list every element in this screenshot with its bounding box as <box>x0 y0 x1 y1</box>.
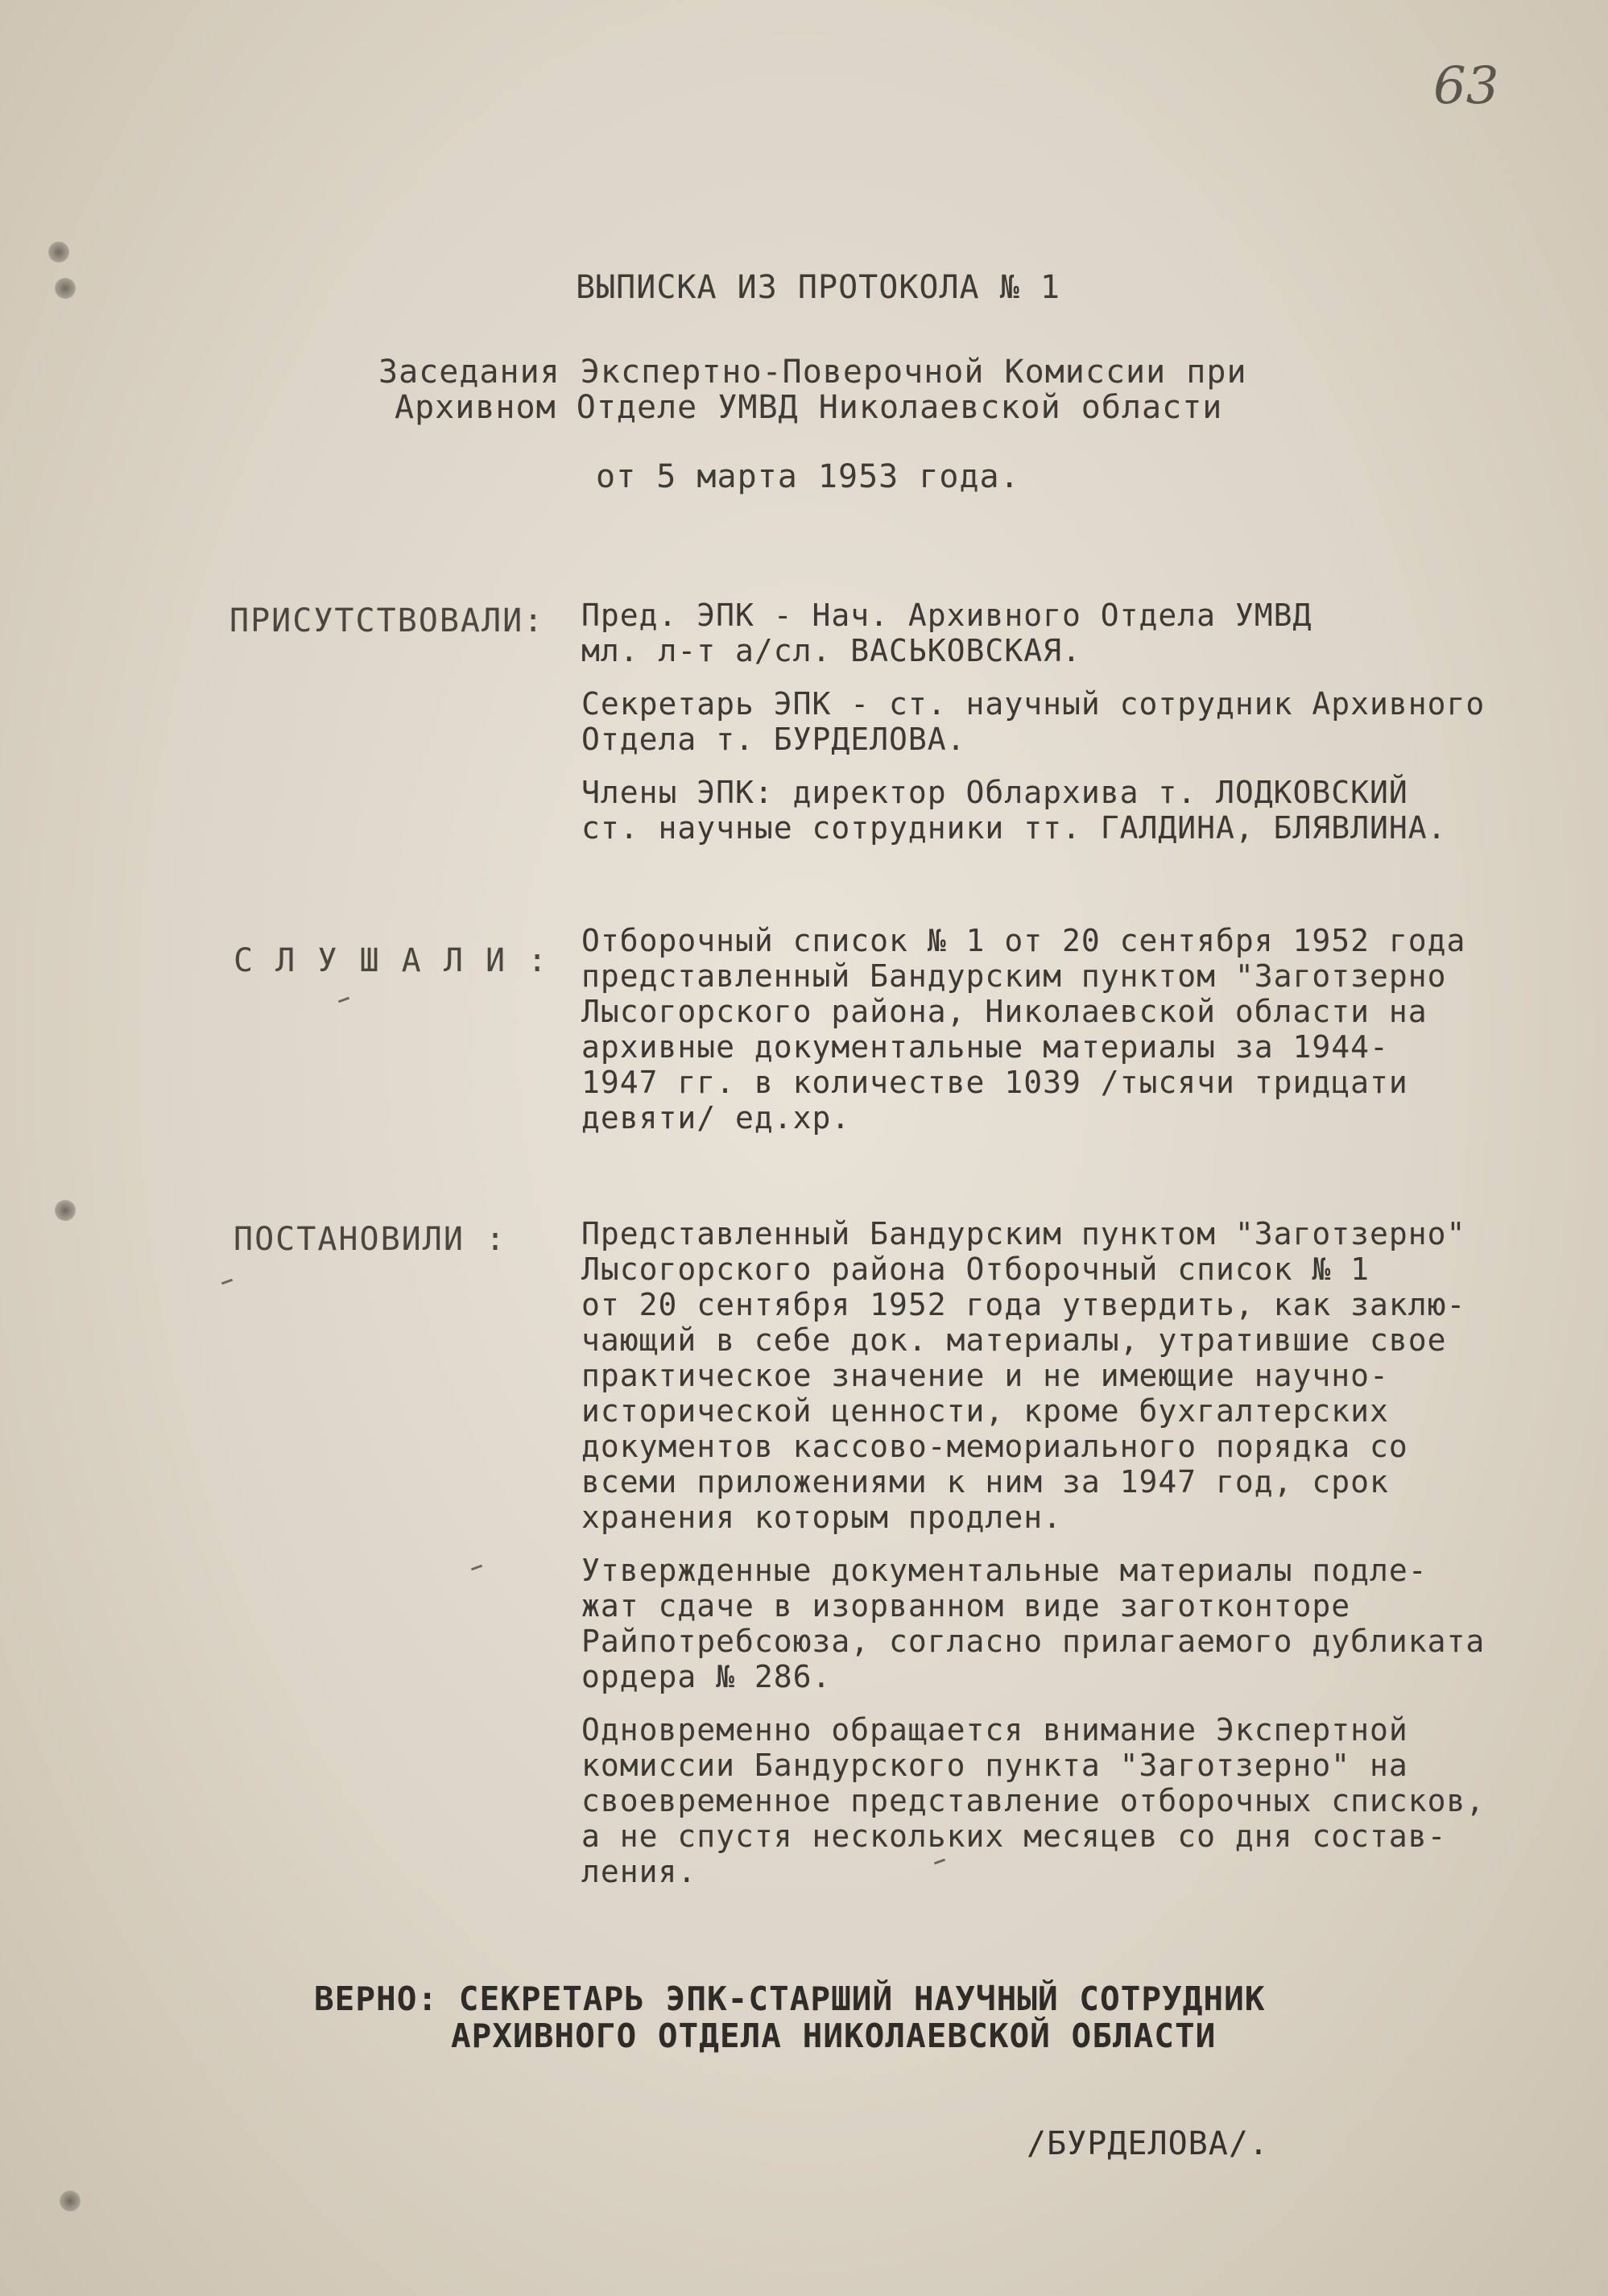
present-line: ст. научные сотрудники тт. ГАЛДИНА, БЛЯВЛИНА. <box>581 810 1447 846</box>
resolved-line: а не спустя нескольких месяцев со дня состав- <box>581 1818 1447 1854</box>
present-line: мл. л-т а/сл. ВАСЬКОВСКАЯ. <box>581 633 1081 668</box>
margin-tick <box>221 1279 233 1285</box>
present-line: Отдела т. БУРДЕЛОВА. <box>581 722 966 757</box>
heard-line: Отборочный список № 1 от 20 сентября 1952 года <box>581 923 1466 958</box>
punch-hole <box>55 278 76 299</box>
resolved-line: хранения которым продлен. <box>581 1500 1062 1535</box>
margin-tick <box>338 997 349 1003</box>
resolved-line: документов кассово-мемориального порядка со <box>581 1429 1408 1464</box>
heard-line: 1947 гг. в количестве 1039 /тысячи тридцати <box>581 1065 1408 1100</box>
certification-line-2: АРХИВНОГО ОТДЕЛА НИКОЛАЕВСКОЙ ОБЛАСТИ <box>451 2017 1217 2055</box>
present-line: Секретарь ЭПК - ст. научный сотрудник Архивного <box>581 686 1486 722</box>
resolved-line: Лысогорского района Отборочный список № 1 <box>581 1251 1370 1287</box>
resolved-line: Представленный Бандурским пунктом "Заготзерно" <box>581 1216 1466 1251</box>
subtitle-line-1: Заседания Экспертно-Поверочной Комиссии при <box>378 354 1247 391</box>
resolved-line: исторической ценности, кроме бухгалтерских <box>581 1393 1389 1429</box>
heard-section <box>581 923 1596 1136</box>
resolved-line: Утвержденные документальные материалы подле- <box>581 1553 1428 1588</box>
resolved-line: жат сдаче в изорванном виде заготконторе <box>581 1588 1351 1624</box>
resolved-line: всеми приложениями к ним за 1947 год, срок <box>581 1464 1389 1500</box>
resolved-line: комиссии Бандурского пункта "Заготзерно" на <box>581 1748 1408 1783</box>
present-line: Пред. ЭПК - Нач. Архивного Отдела УМВД <box>581 598 1312 633</box>
subtitle-line-2: Архивном Отделе УМВД Николаевской области <box>395 389 1223 426</box>
resolved-line: Райпотребсоюза, согласно прилагаемого дубликата <box>581 1624 1486 1659</box>
resolved-line: практическое значение и не имеющие научно- <box>581 1358 1389 1393</box>
heard-line: девяти/ ед.хр. <box>581 1100 851 1136</box>
heard-line: Лысогорского района, Николаевской области на <box>581 994 1428 1029</box>
present-label: ПРИСУТСТВОВАЛИ: <box>229 602 545 639</box>
resolved-line: своевременное представление отборочных списков, <box>581 1783 1486 1818</box>
heard-label: С Л У Ш А Л И : <box>234 942 549 979</box>
folio-number: 63 <box>1433 56 1499 116</box>
resolved-section <box>581 1216 1596 1889</box>
heard-line: представленный Бандурским пунктом "Заготзерно <box>581 958 1447 994</box>
resolved-label: ПОСТАНОВИЛИ : <box>234 1221 507 1258</box>
certification-line-1: ВЕРНО: СЕКРЕТАРЬ ЭПК-СТАРШИЙ НАУЧНЫЙ СОТРУДНИК <box>314 1980 1266 2018</box>
document-title: ВЫПИСКА ИЗ ПРОТОКОЛА № 1 <box>576 269 1060 306</box>
signatory-name: /БУРДЕЛОВА/. <box>1027 2125 1269 2162</box>
meeting-date: от 5 марта 1953 года. <box>596 458 1020 495</box>
heard-line: архивные документальные материалы за 1944- <box>581 1029 1389 1065</box>
resolved-line: ления. <box>581 1854 697 1889</box>
resolved-line: Одновременно обращается внимание Экспертной <box>581 1712 1408 1748</box>
present-section <box>581 598 1596 846</box>
punch-hole <box>48 242 69 263</box>
punch-hole <box>60 2191 81 2211</box>
resolved-line: от 20 сентября 1952 года утвердить, как заклю- <box>581 1287 1466 1322</box>
present-line: Члены ЭПК: директор Облархива т. ЛОДКОВСКИЙ <box>581 775 1408 810</box>
margin-tick <box>471 1565 482 1571</box>
punch-hole <box>55 1200 76 1221</box>
resolved-line: чающий в себе док. материалы, утратившие свое <box>581 1322 1447 1358</box>
resolved-line: ордера № 286. <box>581 1659 832 1694</box>
